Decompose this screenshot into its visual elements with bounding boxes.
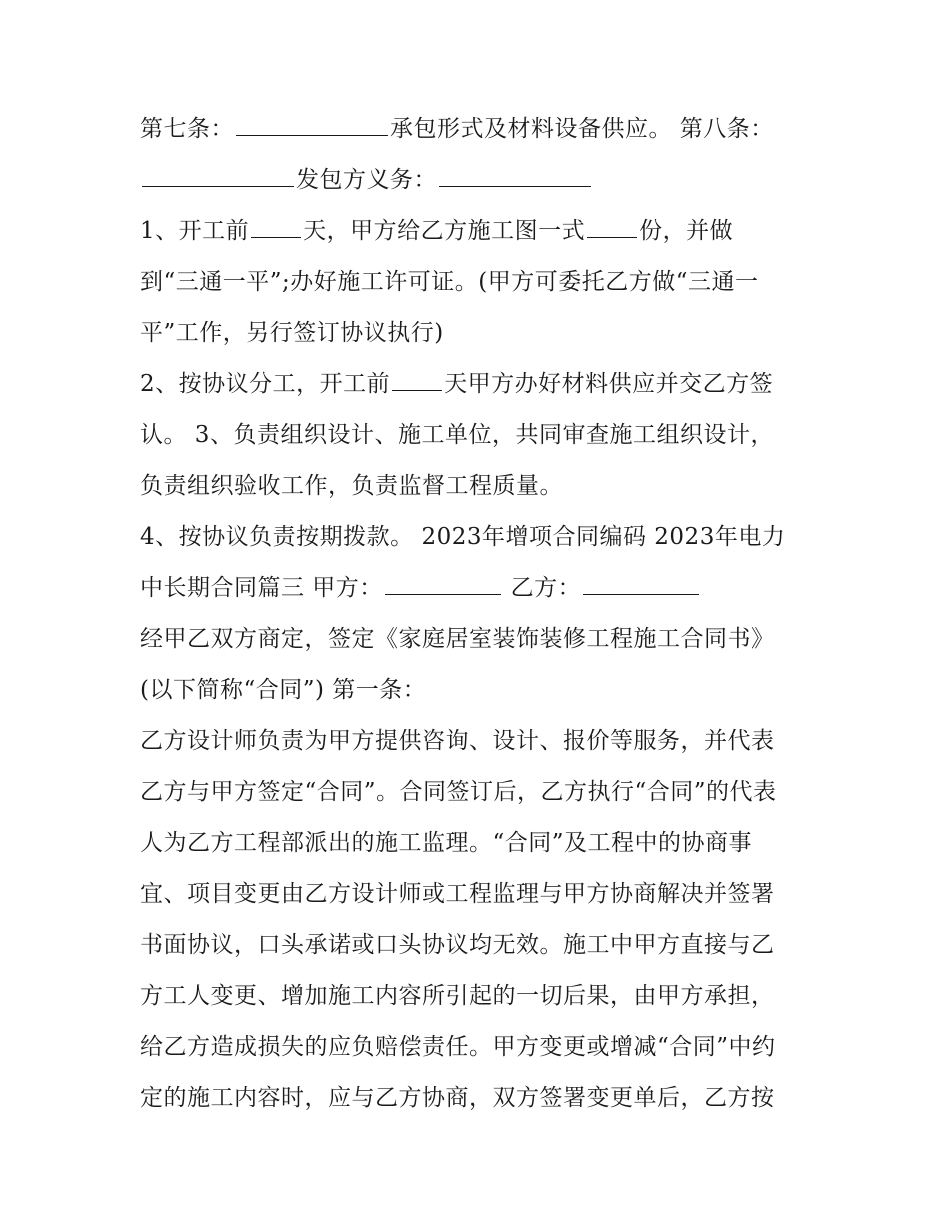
text-line: 认。 3、负责组织设计、施工单位，共同审查施工组织设计， xyxy=(140,422,774,448)
text-line: 定的施工内容时，应与乙方协商，双方签署变更单后，乙方按 xyxy=(140,1085,775,1111)
text-line xyxy=(140,206,820,257)
text-line: 负责组织验收工作，负责监督工程质量。 xyxy=(140,473,563,499)
text-segment: 乙方： xyxy=(502,575,582,601)
text-line: 乙方与甲方签定“合同”。合同签订后，乙方执行“合同”的代表 xyxy=(140,779,777,805)
document-body xyxy=(140,104,820,1124)
fill-in-blank[interactable] xyxy=(385,572,501,595)
fill-in-blank[interactable] xyxy=(142,164,294,187)
text-segment: 承包形式及材料设备供应。 第八条： xyxy=(390,116,774,142)
fill-in-blank[interactable] xyxy=(236,113,388,136)
fill-in-blank[interactable] xyxy=(392,368,442,391)
text-line: 到“三通一平”;办好施工许可证。(甲方可委托乙方做“三通一 xyxy=(140,269,759,295)
text-line: 乙方设计师负责为甲方提供咨询、设计、报价等服务，并代表 xyxy=(140,728,775,754)
text-segment: 2、按协议分工，开工前 xyxy=(140,371,391,397)
text-segment: 天甲方办好材料供应并交乙方签 xyxy=(444,371,774,397)
text-line: 给乙方造成损失的应负赔偿责任。甲方变更或增减“合同”中约 xyxy=(140,1034,776,1060)
text-line: 方工人变更、增加施工内容所引起的一切后果，由甲方承担， xyxy=(140,983,775,1009)
text-line: 4、按协议负责按期拨款。 2023年增项合同编码 2023年电力 xyxy=(140,524,786,550)
text-line: 宜、项目变更由乙方设计师或工程监理与甲方协商解决并签署 xyxy=(140,881,775,907)
fill-in-blank[interactable] xyxy=(583,572,699,595)
text-line: 平”工作，另行签订协议执行) xyxy=(140,320,444,346)
text-line xyxy=(140,563,820,614)
text-line: 经甲乙双方商定，签定《家庭居室装饰装修工程施工合同书》 xyxy=(140,626,775,652)
text-line xyxy=(140,155,820,206)
text-segment: 发包方义务： xyxy=(296,167,437,193)
text-segment: 份，并做 xyxy=(639,218,734,244)
text-line: 书面协议，口头承诺或口头协议均无效。施工中甲方直接与乙 xyxy=(140,932,775,958)
text-line: 人为乙方工程部派出的施工监理。“合同”及工程中的协商事 xyxy=(140,830,753,856)
text-line: (以下简称“合同”) 第一条： xyxy=(140,677,427,703)
text-segment: 第七条： xyxy=(140,116,234,142)
text-line xyxy=(140,359,820,410)
text-segment: 天，甲方给乙方施工图一式 xyxy=(303,218,586,244)
text-segment: 1、开工前 xyxy=(140,218,250,244)
text-line xyxy=(140,104,820,155)
text-segment: 中长期合同篇三 甲方： xyxy=(140,575,383,601)
fill-in-blank[interactable] xyxy=(439,164,591,187)
fill-in-blank[interactable] xyxy=(587,215,637,238)
fill-in-blank[interactable] xyxy=(251,215,301,238)
